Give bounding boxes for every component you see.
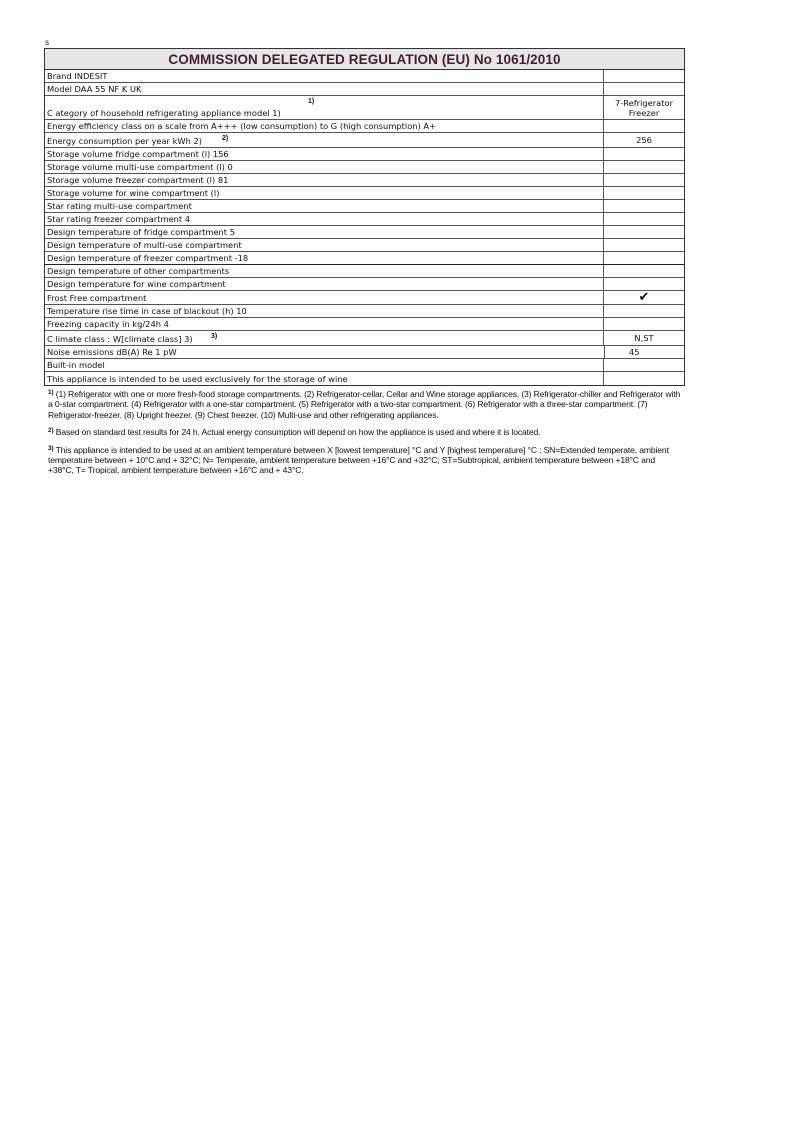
table-row-brand xyxy=(45,70,684,83)
table-row-climate-class xyxy=(45,331,684,346)
row-value xyxy=(603,200,684,212)
row-label: Frost Free compartment xyxy=(47,293,147,303)
table-row xyxy=(45,318,684,331)
row-value xyxy=(603,226,684,238)
row-label: Design temperature of other compartments xyxy=(47,266,230,276)
footnotes xyxy=(48,388,682,482)
table-row-noise xyxy=(45,346,684,359)
footnote-3 xyxy=(48,444,682,476)
row-label: Storage volume fridge compartment (l) 156 xyxy=(47,149,229,159)
table-row xyxy=(45,359,684,372)
table-row xyxy=(45,372,684,385)
row-label: Design temperature of fridge compartment 5 xyxy=(47,227,235,237)
row-value xyxy=(603,161,684,173)
table-row xyxy=(45,161,684,174)
footnote-mark: 1) xyxy=(48,389,54,396)
footnote-text: (1) Refrigerator with one or more fresh-food storage compartments. (2) Refrigerator-cellar, Cellar and Wine storage appliances. (3) Refrigerator-chiller and Refrigerator with a 0-star compartment. (4) Refrigerator with a one-star compartment. (5) Refrigerator with a two-star compartment. (6) Refrigerator with a three-star compartment. (7) Refrigerator-freezer. (8) Upright freezer. (9) Chest freezer. (10) Multi-use and other refrigerating appliances. xyxy=(48,389,681,420)
row-label: Brand INDESIT xyxy=(47,71,108,81)
footnote-ref: 3) xyxy=(211,333,218,340)
row-label: Star rating freezer compartment 4 xyxy=(47,214,191,224)
row-label: Temperature rise time in case of blackout (h) 10 xyxy=(47,306,247,316)
footnote-1 xyxy=(48,388,682,420)
footnote-mark: 3) xyxy=(48,444,54,452)
row-label: Model DAA 55 NF K UK xyxy=(47,84,142,94)
row-value xyxy=(603,174,684,186)
table-row xyxy=(45,200,684,213)
row-value xyxy=(603,265,684,277)
row-value xyxy=(603,278,684,290)
table-row xyxy=(45,305,684,318)
table-row xyxy=(45,278,684,291)
footnote-2 xyxy=(48,426,682,437)
row-label: Star rating multi-use compartment xyxy=(47,201,192,211)
row-value xyxy=(603,213,684,225)
row-value xyxy=(603,305,684,317)
footnote-mark: 2) xyxy=(48,427,54,435)
row-label-text: C limate class : W[climate class] 3) xyxy=(47,334,193,344)
row-label xyxy=(45,133,603,147)
row-value: 45 xyxy=(604,346,684,358)
table-row xyxy=(45,265,684,278)
row-value: 256 xyxy=(603,133,684,147)
row-label: Design temperature of freezer compartment -18 xyxy=(47,253,249,263)
row-value xyxy=(603,291,684,304)
row-value xyxy=(603,252,684,264)
row-value xyxy=(603,83,684,95)
table-row xyxy=(45,239,684,252)
row-label: Freezing capacity in kg/24h 4 xyxy=(47,319,169,329)
row-label: Energy efficiency class on a scale from A+++ (low consumption) to G (high consumption) A+ xyxy=(47,121,437,131)
table-row xyxy=(45,226,684,239)
table-title: COMMISSION DELEGATED REGULATION (EU) No 1061/2010 xyxy=(45,49,684,70)
row-label-text: Energy consumption per year kWh 2) xyxy=(47,136,203,146)
row-value-line2: Freezer xyxy=(628,107,660,118)
row-value xyxy=(603,318,684,330)
row-value xyxy=(603,120,684,132)
row-value xyxy=(603,148,684,160)
corner-mark: s xyxy=(45,38,50,47)
footnote-text: This appliance is intended to be used at an ambient temperature between X [lowest temperature] °C and Y [highest temperature] °C : SN=Extended temperate, ambient temperature between + 10°C and + 32°C; N= Temperate, ambient temperature between +16°C and +32°C; ST=Subtropical, ambient temperature between +18°C and +38°C, T= Tropical, ambient temperature between +16°C and + 43°C. xyxy=(48,444,669,476)
row-value: N,ST xyxy=(603,331,684,345)
table-row-model xyxy=(45,83,684,96)
row-label-text: C ategory of household refrigerating appliance model 1) xyxy=(47,108,281,118)
table-row xyxy=(45,148,684,161)
footnote-ref: 2) xyxy=(222,135,229,142)
footnote-ref: 1) xyxy=(308,98,315,105)
table-row-efficiency-class xyxy=(45,120,684,133)
row-value xyxy=(603,96,684,119)
row-label: Storage volume multi-use compartment (l) 0 xyxy=(47,162,233,172)
row-label xyxy=(45,96,603,119)
table-row-energy-consumption xyxy=(45,133,684,148)
row-value xyxy=(603,70,684,82)
row-value-line1: 7-Refrigerator xyxy=(614,97,673,108)
row-label: Design temperature for wine compartment xyxy=(47,279,226,289)
row-label: Built-in model xyxy=(47,360,105,370)
table-row xyxy=(45,187,684,200)
footnote-text: Based on standard test results for 24 h. Actual energy consumption will depend on how the appliance is used and where it is located. xyxy=(55,427,541,438)
table-row xyxy=(45,213,684,226)
row-label xyxy=(45,331,603,345)
table-row-category xyxy=(45,96,684,120)
row-label: Noise emissions dB(A) Re 1 pW xyxy=(47,347,177,357)
row-value xyxy=(603,187,684,199)
table-row-frost-free xyxy=(45,291,684,305)
row-value xyxy=(603,372,684,385)
row-value xyxy=(603,239,684,251)
checkmark-icon: ✔ xyxy=(638,289,650,305)
row-label: Storage volume freezer compartment (l) 81 xyxy=(47,175,229,185)
row-label: This appliance is intended to be used exclusively for the storage of wine xyxy=(47,374,348,384)
row-value xyxy=(603,359,684,371)
row-label: Design temperature of multi-use compartment xyxy=(47,240,242,250)
row-label: Storage volume for wine compartment (l) xyxy=(47,188,220,198)
table-row xyxy=(45,252,684,265)
table-row xyxy=(45,174,684,187)
regulation-table xyxy=(44,48,685,386)
